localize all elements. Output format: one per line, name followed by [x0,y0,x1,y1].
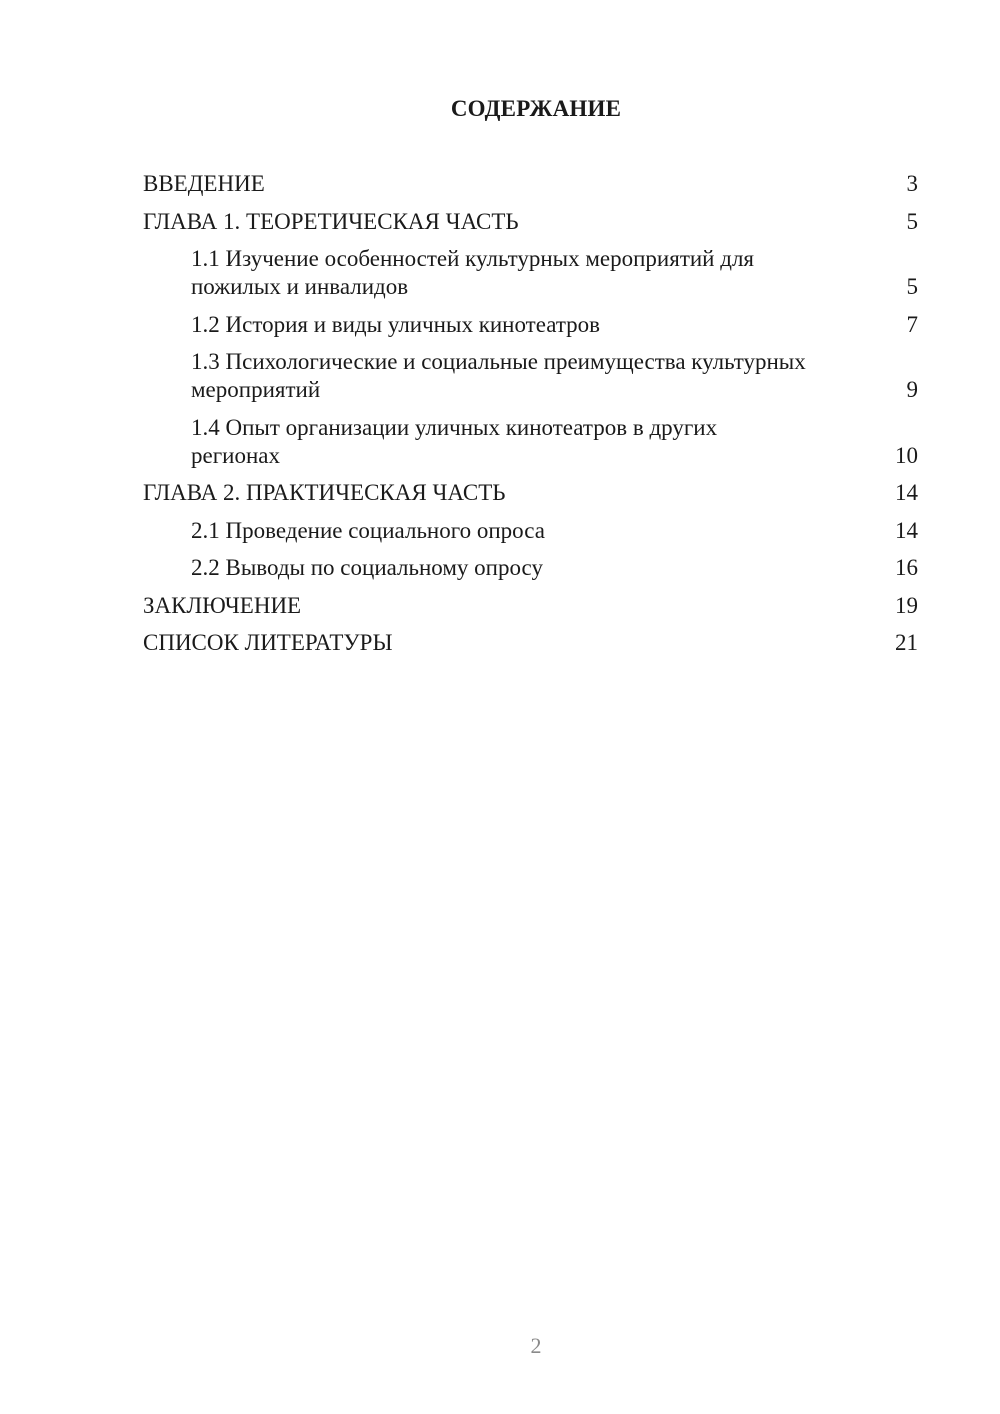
toc-entry-section-2-2[interactable] [143,554,918,582]
toc-entry-section-1-4[interactable] [143,414,918,470]
toc-entry-page: 10 [895,442,918,468]
toc-entry-text: ЗАКЛЮЧЕНИЕ [143,592,302,618]
toc-entry-page: 14 [895,517,918,543]
toc-entry-page: 3 [906,171,918,196]
toc-entry-chapter-2[interactable] [143,479,918,507]
toc-entry-page: 14 [895,480,918,505]
toc-entry-page: 5 [906,208,918,234]
toc-entry-text: 1.1 Изучение особенностей культурных мероприятий для пожилых и инвалидов [191,246,754,299]
toc-entry-section-2-1[interactable] [143,517,918,545]
toc-entry-text: СПИСОК ЛИТЕРАТУРЫ [143,630,393,655]
toc-entry-section-1-2[interactable] [143,311,918,339]
toc-entry-page: 19 [895,592,918,618]
toc-entry-text: ГЛАВА 1. ТЕОРЕТИЧЕСКАЯ ЧАСТЬ [143,208,519,234]
toc-entry-conclusion[interactable] [143,592,918,620]
toc-entry-text: ГЛАВА 2. ПРАКТИЧЕСКАЯ ЧАСТЬ [143,480,506,505]
toc-entry-page: 21 [895,630,918,655]
toc-entry-text: 2.2 Выводы по социальному опросу [191,555,543,580]
toc-entry-page: 9 [906,377,918,402]
toc-entry-page: 5 [906,274,918,299]
toc-entry-section-1-3[interactable] [143,348,918,404]
toc-entry-text: 1.2 История и виды уличных кинотеатров [191,311,601,337]
toc-entry-text: 2.1 Проведение социального опроса [191,517,545,543]
page-number: 2 [530,1333,542,1358]
table-of-contents [143,170,918,667]
page-title: СОДЕРЖАНИЕ [450,96,622,121]
toc-entry-section-1-1[interactable] [143,245,918,301]
toc-entry-introduction[interactable] [143,170,918,198]
toc-entry-page: 16 [895,555,918,580]
toc-entry-text: 1.4 Опыт организации уличных кинотеатров в других регионах [191,414,718,468]
toc-entry-page: 7 [906,311,918,337]
toc-entry-text: 1.3 Психологические и социальные преимущества культурных мероприятий [191,349,806,402]
toc-entry-text: ВВЕДЕНИЕ [143,171,265,196]
toc-entry-references[interactable] [143,629,918,657]
toc-entry-chapter-1[interactable] [143,208,918,236]
